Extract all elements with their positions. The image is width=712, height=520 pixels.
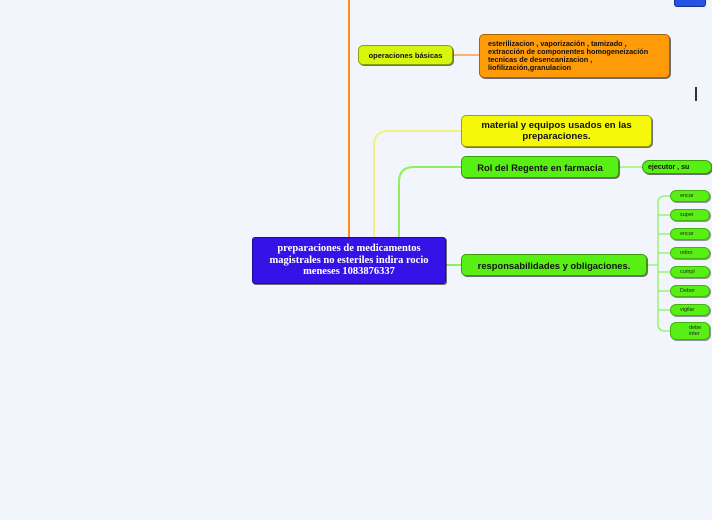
subtopic-operaciones-detail[interactable] xyxy=(479,34,670,78)
topic-responsabilidades-label: responsabilidades y obligaciones. xyxy=(477,259,631,271)
subtopic-responsabilidad-7[interactable] xyxy=(670,304,710,316)
subtopic-responsabilidad-1[interactable] xyxy=(670,190,710,202)
topic-material-equipos-label: material y equipos usados en las preparaciones. xyxy=(481,120,632,142)
subtopic-responsabilidad-label: encar xyxy=(680,231,694,237)
root-topic-label: preparaciones de medicamentos magistrales no esteriles indira rocio meneses 1083876337 xyxy=(269,243,429,278)
edge-partial-connector xyxy=(695,87,697,101)
subtopic-responsabilidad-4[interactable] xyxy=(670,247,710,259)
subtopic-responsabilidad-5[interactable] xyxy=(670,266,710,278)
topic-material-equipos[interactable] xyxy=(461,115,652,147)
connector-responsibilities-leaves xyxy=(658,215,670,310)
subtopic-responsabilidad-label: retiro xyxy=(680,250,693,256)
root-topic[interactable] xyxy=(252,237,446,284)
topic-rol-regente[interactable] xyxy=(461,156,619,178)
subtopic-responsabilidad-label: debe inter xyxy=(689,325,702,337)
topic-rol-regente-label: Rol del Regente en farmacia xyxy=(477,161,603,173)
subtopic-responsabilidad-6[interactable] xyxy=(670,285,710,297)
subtopic-responsabilidad-label: super xyxy=(680,212,694,218)
top-right-partial-node[interactable] xyxy=(674,0,706,7)
subtopic-rol-detail[interactable] xyxy=(642,160,712,174)
topic-operaciones-basicas[interactable] xyxy=(358,45,453,65)
subtopic-responsabilidad-label: vigilar xyxy=(680,307,695,313)
subtopic-responsabilidad-2[interactable] xyxy=(670,209,710,221)
subtopic-responsabilidad-label: Deber xyxy=(680,288,695,294)
topic-operaciones-basicas-label: operaciones básicas xyxy=(368,50,443,60)
connector-responsibilities-spine xyxy=(647,196,670,331)
subtopic-responsabilidad-label: cumpl xyxy=(680,269,695,275)
subtopic-responsabilidad-3[interactable] xyxy=(670,228,710,240)
subtopic-responsabilidad-label: encar xyxy=(680,193,694,199)
subtopic-operaciones-detail-label: esterilizacion , vaporización , tamizado , extracción de componentes homogeneización tecnicas de desencanizacion , liofilización,granulacion xyxy=(488,38,649,73)
connector-root-to-role xyxy=(399,167,461,237)
subtopic-responsabilidad-8[interactable] xyxy=(670,322,710,340)
connector-root-to-materials xyxy=(374,131,461,237)
topic-responsabilidades[interactable] xyxy=(461,254,647,276)
subtopic-rol-detail-label: ejecutor , su xyxy=(648,163,690,171)
